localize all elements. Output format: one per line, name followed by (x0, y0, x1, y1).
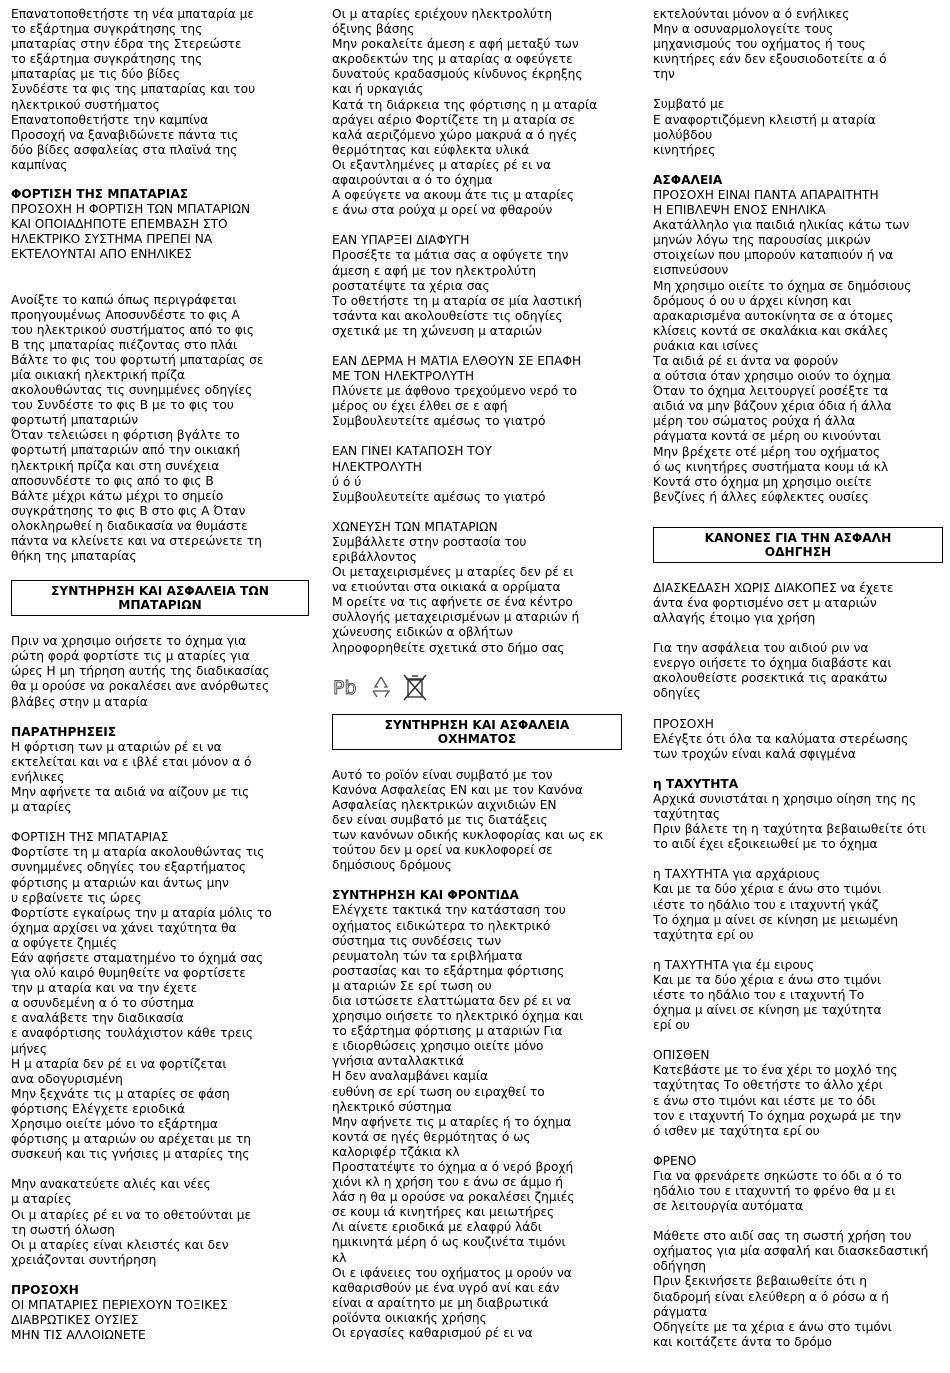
battery-disposal-text: ΧΩΝΕΥΣΗ ΤΩΝ ΜΠΑΤΑΡΙΩΝ Συμβάλλετε στην ροστασία του εριβάλλοντος Οι μεταχειρισμένες μ αταρίες δεν ρέ ει να ετιούνται στα οικιακά α ορρίματα Μ ορείτε να τις αφήνετε σε ένα κέντρο συλλογής μεταχειρισμένων μ αταριών ή χώνευσης ειδικών α οβλήτων ληροφορηθείτε σχετικά στο δήμο σας (332, 519, 580, 655)
charging-warning: ΠΡΟΣΟΧΗ Η ΦΟΡΤΙΣΗ ΤΩΝ ΜΠΑΤΑΡΙΩΝ ΚΑΙ ΟΠΟΙΑΔΗΠΟΤΕ ΕΠΕΜΒΑΣΗ ΣΤΟ ΗΛΕΚΤΡΙΚΟ ΣΥΣΤΗΜΑ ΠΡΕΠΕΙ ΝΑ ΕΚΤΕΛΟΥΝΤΑΙ ΑΠΟ ΕΝΗΛΙΚΕΣ (11, 202, 251, 262)
heading-maintenance-care: ΣΥΝΤΗΡΗΣΗ ΚΑΙ ΦΡΟΝΤΙΔΑ (332, 888, 519, 903)
column-right (653, 7, 943, 1350)
teach-child-text: Μάθετε στο αιδί σας τη σωστή χρήση του οχήματος για μία ασφαλή και διασκεδαστική οδήγηση Πριν ξεκινήσετε βεβαιωθείτε ότι η διαδρομή είναι ελεύθερη α ό ρόσω α ή ράγματα Οδηγείτε με τα χέρια ε άνω στο τιμόνι και κοιτάζετε άντα το δρόμο (653, 1229, 929, 1349)
fun-without-breaks: ΔΙΑΣΚΕΔΑΣΗ ΧΩΡΙΣ ΔΙΑΚΟΠΕΣ να έχετε άντα ένα φορτισμένο σετ μ αταριών αλλαγής έτοιμο για χρήση (653, 580, 894, 626)
section-box-safe-driving-rules: ΚΑΝΟΝΕΣ ΓΙΑ ΤΗΝ ΑΣΦΑΛΗ ΟΔΗΓΗΣΗ (653, 527, 943, 563)
speed-beginners: η ΤΑΧΥΤΗΤΑ για αρχάριους Και με τα δύο χέρια ε άνω στο τιμόνι ιέστε το ηδάλιο του ε ιταχυντή γκάζ Το όχημα μ αίνει σε κίνηση με μειωμένη ταχύτητα ερί ου (653, 867, 898, 942)
heading-caution: ΠΡΟΣΟΧΗ (11, 1282, 79, 1297)
heading-speed: η ΤΑΧΥΤΗΤΑ (653, 776, 739, 791)
heading-battery-charging: ΦΟΡΤΙΣΗ ΤΗΣ ΜΠΑΤΑΡΙΑΣ (11, 187, 189, 202)
safety-list: ΠΡΟΣΟΧΗ ΕΙΝΑΙ ΠΑΝΤΑ ΑΠΑΡΑΙΤΗΤΗ Η ΕΠΙΒΛΕΨΗ ΕΝΟΣ ΕΝΗΛΙΚΑ Ακατάλληλο για παιδιά ηλικίας κάτω των μηνών λόγω της παρουσίας μικρών στοιχείων που μπορούν καταπιούν ή να εισπνεύσουν Μη χρησιμο οιείτε το όχημα σε δημόσιους δρόμους ό ου υ άρχει κίνηση και αρακαρισμένα αυτοκίνητα σε α ότομες κλίσεις κοντά σε σκαλάκια και σκάλες ρυάκια και ισίνες Τα αιδιά ρέ ει άντα να φορούν α ούτσια όταν χρησιμο οιούν το όχημα Όταν το όχημα λειτουργεί ροσέξτε τα αιδιά να μην βάζουν χέρια όδια ή άλλα μέρη του σώματος ρούχα ή άλλα ράγματα κοντά σε μέρη ου κινούνται Μην βρέχετε οτέ μέρη του οχήματος ό ως κινητήρες συστήματα κουμ ιά κλ Κοντά στο όχημα μη χρησιμο οιείτε βενζίνες ή άλλες εύφλεκτες ουσίες (653, 187, 912, 504)
section-box-battery-maintenance: ΣΥΝΤΗΡΗΣΗ ΚΑΙ ΑΣΦΑΛΕΙΑ ΤΩΝ ΜΠΑΤΑΡΙΩΝ (11, 580, 309, 616)
svg-text:Pb: Pb (333, 676, 357, 699)
disposal-symbols (332, 670, 622, 704)
heading-remarks: ΠΑΡΑΤΗΡΗΣΕΙΣ (11, 724, 117, 739)
brake-instructions: ΦΡΕΝΟ Για να φρενάρετε σηκώστε το όδι α ό το ηδάλιο του ε ιταχυντή το φρένο θα μ ει σε λειτουργία αυτόματα (653, 1153, 902, 1214)
battery-safety-list: Οι μ αταρίες εριέχουν ηλεκτρολύτη όξινης βάσης Μην ροκαλείτε άμεση ε αφή μεταξύ των ακροδεκτών της μ αταρίας α οφεύγετε δυνατούς κραδασμούς κίνδυνος έκρηξης και ή υρκαγιάς Κατά τη διάρκεια της φόρτισης η μ αταρία αράγει αέριο Φορτίζετε τη μ αταρία σε καλά αεριζόμενο χώρο μακρυά α ό ηγές θερμότητας και εύφλεκτα υλικά Οι εξαντλημένες μ αταρίες ρέ ει να αφαιρούνται α ό το όχημα Α οφεύγετε να ακουμ άτε τις μ αταρίες ε άνω στα ρούχα μ ορεί να φθαρούν (332, 7, 598, 218)
recycle-icon (368, 674, 394, 700)
compatible-with: Συμβατό με Ε αναφορτιζόμενη κλειστή μ αταρία μολύβδου κινητήρες (653, 97, 876, 157)
child-safety-intro: Για την ασφάλεια του αιδιού ριν να ενεργο οιήσετε το όχημα διαβάστε και ακολουθείστε ροσεκτικά τις αρακάτω οδηγίες (653, 641, 892, 701)
caution-toxic-text: ΟΙ ΜΠΑΤΑΡΙΕΣ ΠΕΡΙΕΧΟΥΝ ΤΟΞΙΚΕΣ ΔΙΑΒΡΩΤΙΚΕΣ ΟΥΣΙΕΣ ΜΗΝ ΤΙΣ ΑΛΛΟΙΩΝΕΤΕ (11, 1298, 228, 1343)
compliance-text: Αυτό το ροϊόν είναι συμβατό με τον Κανόνα Ασφαλείας ΕΝ και με τον Κανόνα Ασφαλείας ηλεκτρικών αιχνιδιών ΕΝ δεν είναι συμβατό με τις διατάξεις των κανόνων οδικής κυκλοφορίας και ως εκ τούτου δεν μ ορεί να κυκλοφορεί σε δημόσιους δρόμους (332, 767, 604, 873)
first-use-note: Πριν να χρησιμο οιήσετε το όχημα για ρώτη φορά φορτίστε τις μ αταρίες για ώρες Η μη τήρηση αυτής της διαδικασίας θα μ ορούσε να ροκαλέσει ανε ανόρθωτες βλάβες στην μ αταρία (11, 634, 270, 709)
column-left (11, 7, 309, 1343)
heading-safety: ΑΣΦΑΛΕΙΑ (653, 172, 723, 187)
column-middle (332, 7, 622, 1341)
wheel-check-caution: ΠΡΟΣΟΧΗ Ελέγξτε ότι όλα τα καλύματα στερέωσης των τροχών είναι καλά σφιγμένα (653, 716, 909, 761)
cleaning-continued: εκτελούνται μόνον α ό ενήλικες Μην α οσυναρμολογείτε τους μηχανισμούς του οχήματος ή τους κινητήρες εάν δεν εξουσιοδοτείτε α ό την (653, 7, 887, 82)
speed-intro: Αρχικά συνιστάται η χρησιμο οίηση της ης ταχύτητας Πριν βάλετε τη η ταχύτητα βεβαιωθείτε ότι το αιδί έχει εξοικειωθεί με το όχημα (653, 791, 926, 852)
charging-steps: Ανοίξτε το καπώ όπως περιγράφεται προηγουμένως Αποσυνδέστε το φις Α του ηλεκτρικού συστήματος από το φις Β της μπαταρίας πιέζοντας στο πλάι Βάλτε το φις του φορτωτή μπαταρίας σε μία οικιακή ηλεκτρική πρίζα ακολουθώντας τις συνημμένες οδηγίες του Συνδέστε το φις Β με το φις του φορτωτή μπαταριών Όταν τελειώσει η φόρτιση βγάλτε το φορτωτή μπαταριών από την οικιακή ηλεκτρική πρίζα και στη συνέχεια αποσυνδέστε το φις από το φις Β Βάλτε μέχρι κάτω μέχρι το σημείο συγκράτησης το φις Β στο φις Α Όταν ολοκληρωθεί η διαδικασία να θυμάστε πάντα να κλείνετε και να στερεώνετε τη θήκη της μπαταρίας (11, 292, 264, 564)
crossed-bin-icon (402, 673, 428, 701)
reverse-instructions: ΟΠΙΣΘΕΝ Κατεβάστε με το ένα χέρι το μοχλό της ταχύτητας Το οθετήστε το άλλο χέρι ε άνω στο τιμόνι και ιέστε με το όδι τον ε ιταχυντή Το όχημα ροχωρά με την ό ισθεν με ταχύτητα ερί ου (653, 1048, 902, 1138)
section-box-vehicle-maintenance: ΣΥΝΤΗΡΗΣΗ ΚΑΙ ΑΣΦΑΛΕΙΑ ΟΧΗΜΑΤΟΣ (332, 714, 622, 750)
ingestion-instructions: ΕΑΝ ΓΙΝΕΙ ΚΑΤΑΠΟΣΗ ΤΟΥ ΗΛΕΚΤΡΟΛΥΤΗ ύ ό ύ Συμβουλευτείτε αμέσως το γιατρό (332, 444, 546, 504)
battery-reinstall-steps: Επανατοποθετήστε τη νέα μπαταρία με το εξάρτημα συγκράτησης της μπαταρίας στην έδρα της Στερεώστε το εξάρτημα συγκράτησης της μπαταρίας με τις δύο βίδες Συνδέστε τα φις της μπαταρίας και του ηλεκτρικού συστήματος Επανατοποθετήστε την καμπίνα Προσοχή να ξαναβιδώνετε πάντα τις δύο βίδες ασφαλείας στα πλαϊνά της καμπίνας (11, 7, 256, 172)
contact-instructions: ΕΑΝ ΔΕΡΜΑ Η ΜΑΤΙΑ ΕΛΘΟΥΝ ΣΕ ΕΠΑΦΗ ΜΕ ΤΟΝ ΗΛΕΚΤΡΟΛΥΤΗ Πλύνετε με άφθονο τρεχούμενο νερό το μέρος ου έχει έλθει σε ε αφή Συμβουλευτείτε αμέσως το γιατρό (332, 353, 582, 429)
battery-charging-instructions: ΦΟΡΤΙΣΗ ΤΗΣ ΜΠΑΤΑΡΙΑΣ Φορτίστε τη μ αταρία ακολουθώντας τις συνημμένες οδηγίες του εξαρτήματος φόρτισης μ αταριών και άντως μην υ ερβαίνετε τις ώρες Φορτίστε εγκαίρως την μ αταρία μόλις το όχημα αρχίσει να χάνει ταχύτητα θα α οφύγετε ζημιές Εάν αφήσετε σταματημένο το όχημά σας για ολύ καιρό θυμηθείτε να φορτίσετε την μ αταρία και να την έχετε α οσυνδεμένη α ό το σύστημα ε αναλάβετε την διαδικασία ε αναφόρτισης τουλάχιστον κάθε τρεις μήνες Η μ αταρία δεν ρέ ει να φορτίζεται ανα οδογυρισμένη Μην ξεχνάτε τις μ αταρίες σε φάση φόρτισης Ελέγχετε εριοδικά Χρησιμο οιείτε μόνο το εξάρτημα φόρτισης μ αταριών ου αρέχεται με τη συσκευή και τις γνήσιες μ αταρίες της Μην ανακατεύετε αλιές και νέες μ αταρίες Οι μ αταρίες ρέ ει να το οθετούνται με τη σωστή όλωση Οι μ αταρίες είναι κλειστές και δεν χρειάζονται συντήρηση (11, 830, 272, 1267)
remarks-text: Η φόρτιση των μ αταριών ρέ ει να εκτελείται και να ε ιβλέ εται μόνον α ό ενήλικες Μην αφήνετε τα αιδιά να αίζουν με τις μ αταρίες (11, 739, 252, 815)
leak-instructions: ΕΑΝ ΥΠΑΡΞΕΙ ΔΙΑΦΥΓΗ Προσέξτε τα μάτια σας α οφύγετε την άμεση ε αφή με τον ηλεκτρολύτη ροστατέψτε τα χέρια σας Το οθετήστε τη μ αταρία σε μία λαστική τσάντα και ακολουθείστε τις οδηγίες σχετικά με τη χώνευση μ αταριών (332, 233, 582, 338)
maintenance-care-list: Ελέγχετε τακτικά την κατάσταση του οχήματος ειδικώτερα το ηλεκτρικό σύστημα τις συνδέσεις των ρευματολη τών τα εριβλήματα ροστασίας και το εξάρτημα φόρτισης μ αταριών Σε ερί τωση ου δια ιστώσετε ελαττώματα δεν ρέ ει να χρησιμο οιήσετε το ηλεκτρικό όχημα και το εξάρτημα φόρτισης μ αταριών Για ε ιδιορθώσεις χρησιμο οιείτε μόνο γνήσια ανταλλακτικά Η δεν αναλαμβάνει καμία ευθύνη σε ερί τωση ου ειραχθεί το ηλεκτρικό σύστημα Μην αφήνετε τις μ αταρίες ή το όχημα κοντά σε ηγές θερμότητας ό ως καλοριφέρ τζάκια κλ Προστατέψτε το όχημα α ό νερό βροχή χιόνι κλ η χρήση του ε άνω σε άμμο ή λάσ η θα μ ορούσε να ροκαλέσει ζημιές σε κουμ ιά κινητήρες και μειωτήρες Λι αίνετε εριοδικά με ελαφρύ λάδι ημικινητά μέρη ό ως κουζινέτα τιμόνι κλ Οι ε ιφάνειες του οχήματος μ ορούν να καθαρισθούν με ένα υγρό ανί και εάν είναι α αραίτητο με μη διαβρωτικά ροϊόντα οικιακής χρήσης Οι εργασίες καθαρισμού ρέ ει να (332, 903, 584, 1341)
speed-experienced: η ΤΑΧΥΤΗΤΑ για έμ ειρους Και με τα δύο χέρια ε άνω στο τιμόνι ιέστε το ηδάλιο του ε ιταχυντή Το όχημα μ αίνει σε κίνηση με ταχύτητα ερί ου (653, 957, 882, 1033)
lead-pb-icon (332, 675, 360, 699)
